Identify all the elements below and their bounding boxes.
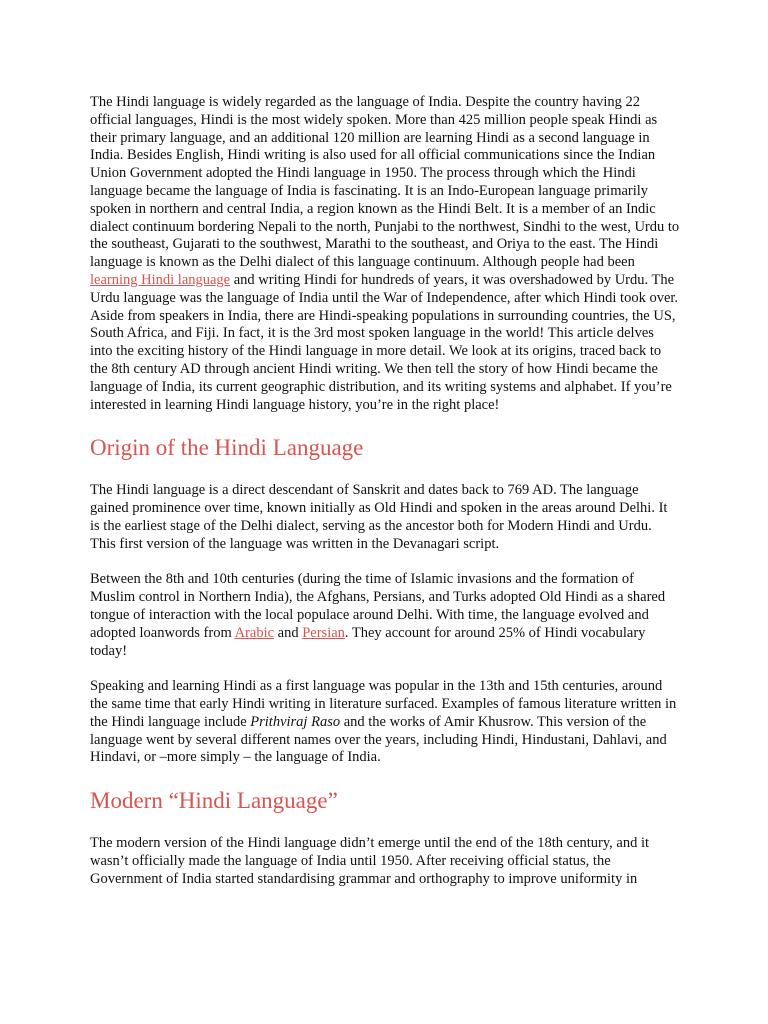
- origin-paragraph-2: [90, 571, 680, 660]
- origin-p2-text-mid: and: [274, 624, 303, 641]
- prithviraj-raso-title: Prithviraj Raso: [250, 713, 341, 730]
- intro-text-start: The Hindi language is widely regarded as the language of India. Despite the country having 22 official languages, Hindi is the most widely spoken. More than 425 million people speak Hindi as their primary language, and an additional 120 million are learning Hindi as a second language in India. Besides English, Hindi writing is also used for all official communications since the Indian Union Government adopted the Hindi language in 1950. The process through which the Hindi language became the language of India is fascinating. It is an Indo-European language primarily spoken in northern and central India, a region known as the Hindi Belt. It is a member of an Indic dialect continuum bordering Nepali to the north, Punjabi to the northwest, Sindhi to the west, Urdu to the southeast, Gujarati to the southwest, Marathi to the southeast, and Oriya to the east. The Hindi language is known as the Delhi dialect of this language continuum. Although people had been: [90, 94, 680, 271]
- modern-paragraph-1: The modern version of the Hindi language didn’t emerge until the end of the 18th century, and it wasn’t officially made the language of India until 1950. After receiving official status, the Government of India started standardising grammar and orthography to improve uniformity in: [90, 835, 650, 887]
- intro-paragraph: [90, 94, 680, 414]
- origin-paragraph-3: [90, 678, 680, 767]
- origin-p2-text-start: Between the 8th and 10th centuries (during the time of Islamic invasions and the formation of Muslim control in Northern India), the Afghans, Persians, and Turks adopted Old Hindi as a shared tongue of interaction with the local populace around Delhi. With time, the language evolved and adopted loanwords from: [90, 571, 666, 641]
- arabic-link[interactable]: Arabic: [234, 624, 275, 641]
- origin-paragraph-1: The Hindi language is a direct descendant of Sanskrit and dates back to 769 AD. The language gained prominence over time, known initially as Old Hindi and spoken in the areas around Delhi. It is the earliest stage of the Delhi dialect, serving as the ancestor both for Modern Hindi and Urdu. This first version of the language was written in the Devanagari script.: [90, 482, 668, 552]
- origin-p3-text-end: and the works of Amir Khusrow. This version of the language went by several different names over the years, including Hindi, Hindustani, Dahlavi, and Hindavi, or –more simply – the language of India.: [90, 713, 667, 766]
- origin-p3-text-start: Speaking and learning Hindi as a first language was popular in the 13th and 15th centuries, around the same time that early Hindi writing in literature surfaced. Examples of famous literature written in the Hindi language include: [90, 678, 677, 730]
- origin-heading: Origin of the Hindi Language: [90, 435, 364, 461]
- document-page: [90, 94, 680, 906]
- learning-hindi-link[interactable]: learning Hindi language: [90, 271, 231, 288]
- modern-heading: Modern “Hindi Language”: [90, 788, 338, 814]
- intro-text-end: and writing Hindi for hundreds of years, it was overshadowed by Urdu. The Urdu language was the language of India until the War of Independence, after which Hindi took over. Aside from speakers in India, there are Hindi-speaking populations in surrounding countries, the US, South Africa, and Fiji. In fact, it is the 3rd most spoken language in the world! This article delves into the exciting history of the Hindi language in more detail. We look at its origins, traced back to the 8th century AD through ancient Hindi writing. We then tell the story of how Hindi became the language of India, its current geographic distribution, and its writing systems and alphabet. If you’re interested in learning Hindi language history, you’re in the right place!: [90, 271, 679, 413]
- persian-link[interactable]: Persian: [302, 624, 345, 641]
- origin-p2-text-end: . They account for around 25% of Hindi vocabulary today!: [90, 624, 646, 659]
